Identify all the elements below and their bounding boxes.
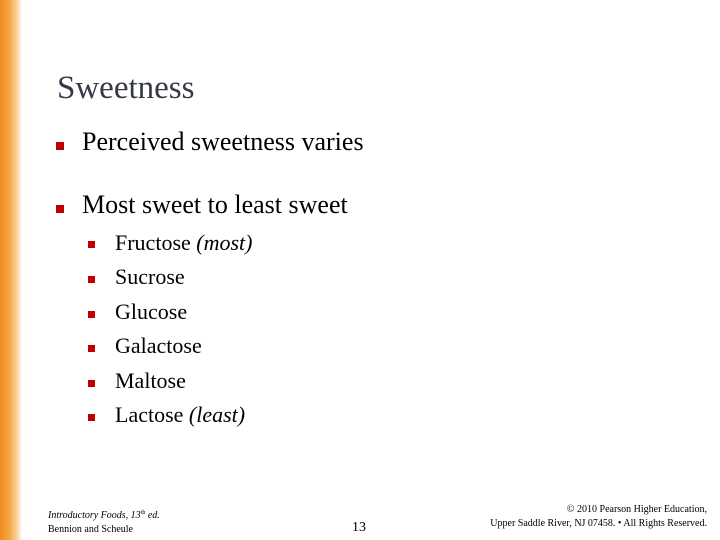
sub-bullet-galactose xyxy=(115,333,202,359)
sub-bullet-marker xyxy=(88,241,95,248)
book-title: Introductory Foods, 13 xyxy=(48,510,141,521)
sugar-name: Maltose xyxy=(115,368,186,393)
sugar-name: Galactose xyxy=(115,333,202,358)
edition-suffix: ed. xyxy=(145,510,160,521)
footer-book-title-line xyxy=(48,506,160,523)
slide-title: Sweetness xyxy=(57,70,195,106)
sub-bullet-lactose xyxy=(115,402,245,428)
footer-copyright xyxy=(490,503,707,531)
bullet-marker xyxy=(56,142,64,150)
sub-bullet-marker xyxy=(88,311,95,318)
sugar-note: (most) xyxy=(196,230,253,255)
bullet-perceived-sweetness: Perceived sweetness varies xyxy=(82,127,364,156)
sugar-name: Fructose xyxy=(115,230,191,255)
side-accent-bar xyxy=(0,0,22,540)
sub-bullet-sucrose xyxy=(115,264,185,290)
sugar-note: (least) xyxy=(188,402,246,427)
copyright-line-1: © 2010 Pearson Higher Education, xyxy=(566,504,707,515)
footer-authors: Bennion and Scheule xyxy=(48,524,133,535)
sub-bullet-glucose xyxy=(115,299,187,325)
bullet-marker xyxy=(56,205,64,213)
page-number: 13 xyxy=(352,520,366,535)
sub-bullet-marker xyxy=(88,345,95,352)
bullet-most-to-least: Most sweet to least sweet xyxy=(82,190,348,219)
sugar-name: Glucose xyxy=(115,299,188,324)
edition-superscript: th xyxy=(140,510,146,516)
sugar-name: Lactose xyxy=(115,402,184,427)
sub-bullet-marker xyxy=(88,380,95,387)
sub-bullet-fructose xyxy=(115,230,252,256)
sub-bullet-marker xyxy=(88,414,95,421)
sub-bullet-marker xyxy=(88,276,95,283)
footer-book-info xyxy=(48,506,160,537)
copyright-line-2: Upper Saddle River, NJ 07458. • All Rights Reserved. xyxy=(490,518,707,529)
sub-bullet-maltose xyxy=(115,368,186,394)
sugar-name: Sucrose xyxy=(115,264,185,289)
